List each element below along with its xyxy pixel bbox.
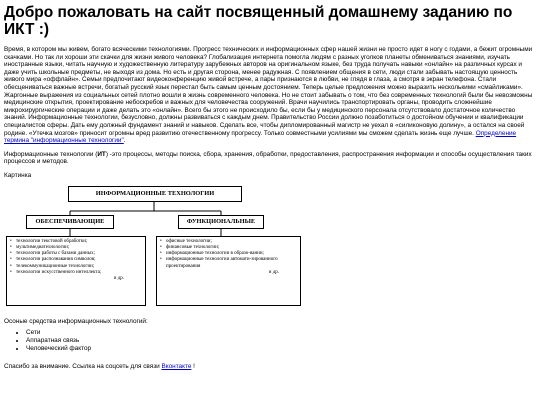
intro-paragraph: Время, в котором мы живем, богато всяческими технологиями. Прогресс технических и информационных сфер нашей жизни не просто идет в ногу с годами, а бежит огромными скачками. Но так ли хороши эти скачки для жизни живого человека? Глобализация интернета помогла людям с разных уголков планеты обмениваться знаниями, изучать иностранные языки, читать научную и художественную литературу зарубежных авторов на оригинальном языке, без труда получать навыки «онлайн» на различных курсах и даже учить школьные предметы, не выходя из дома. Но есть и другая сторона, менее радужная. С появлением общения в сети, люди стали забывать настоящую ценность живого мира «оффлайн». Семьи предпочитают видеоконференцию живой встрече, а пары признаются в любви, не глядя в глаза, а смотря в экран телефона. Стали обесцениваться важные встречи, богатый русский язык перестал быть самым ценным достоянием. Теперь целые предложения можно выразить несколькими «смайликами». Жаргонные выражения из социальных сетей плотно вошли в жизнь современного человека. Но не стоит забывать о том, что без современных технологий были бы невозможны медицинские открытия, проектирование небоскребов и важных для человечества сооружений. Врачи научились транспортировать органы, проводить сложнейшие микрохирургические операции и даже делать это «онлайн». Всего бы этого не происходило бы, если бы у медицинского персонала отсутствовало достаточное количество знаний. Информационные технологии, безусловно, должны развиваться с каждым днем. Правительство России должно позаботиться о достойном обучении и квалификации специалистов сферы. Дать ему должный фундамент знаний и навыков. Сделать все, чтобы дипломированный магистр не уехал в «силиконовую долину», а остался на своей родине. «Утечка мозгов» приносит огромны вред развитию отечественному прогрессу. Только совместными усилиями мы сможем сделать жизнь еще лучше. Определение термина "информационные технологии". <box>4 46 533 145</box>
list-item: • телекоммуникационные технологии; <box>10 264 142 270</box>
picture-label: Картинка <box>4 171 32 179</box>
page-title: Добро пожаловать на сайт посвященный домашнему заданию по ИКТ :) <box>4 4 513 38</box>
vk-link[interactable]: Вконтакте <box>161 363 192 371</box>
footer <box>4 363 536 371</box>
right-list-box <box>156 236 301 306</box>
definition-prefix: Информационные технологии ( <box>4 150 98 158</box>
definition-paragraph <box>4 151 536 166</box>
definition-link[interactable]: Определение термина "информационные технологии" <box>4 129 517 145</box>
right-category-box: ФУНКЦИОНАЛЬНЫЕ <box>178 215 264 229</box>
list-item: • информационные технологии автомати-зированного проектирования <box>160 257 297 270</box>
definition-rest: ) -это процессы, методы поиска, сбора, хранения, обработки, предоставления, распространения информации и способы осуществления таких процессов и методов. <box>4 150 532 166</box>
definition-abbr: ИТ <box>97 150 106 158</box>
list-item: • информационные технологии в образо-вании; <box>160 251 297 257</box>
list-item: • Сети <box>26 329 536 337</box>
list-item: • технологии текстовой обработки; <box>10 239 142 245</box>
it-diagram <box>6 184 302 308</box>
list-item: • Человеческий фактор <box>26 345 536 353</box>
list-item: • Аппаратная связь <box>26 337 536 345</box>
footer-end: ! <box>191 363 195 371</box>
intro-text: Время, в котором мы живем, богато всяческими технологиями. Прогресс технических и информационных сфер нашей жизни не просто идет в ногу с годами, а бежит огромными скачками. Но так ли хороши эти скачки для жизни живого человека? Глобализация интернета помогла людям с разных уголков планеты обмениваться знаниями, изучать иностранные языки, читать научную и художественную литературу зарубежных авторов на оригинальном языке, без труда получать навыки «онлайн» на различных курсах и даже учить школьные предметы, не выходя из дома. Но есть и другая сторона, менее радужная. С появлением общения в сети, люди стали забывать настоящую ценность живого мира «оффлайн». Семьи предпочитают видеоконференцию живой встрече, а пары признаются в любви, не глядя в глаза, а смотря в экран телефона. Стали обесцениваться важные встречи, богатый русский язык перестал быть самым ценным достоянием. Теперь целые предложения можно выразить несколькими «смайликами». Жаргонные выражения из социальных сетей плотно вошли в жизнь современного человека. Но не стоит забывать о том, что без современных технологий были бы невозможны медицинские открытия, проектирование небоскребов и важных для человечества сооружений. Врачи научились транспортировать органы, проводить сложнейшие микрохирургические операции и даже делать это «онлайн». Всего бы этого не происходило бы, если бы у медицинского персонала отсутствовало достаточное количество знаний. Информационные технологии, безусловно, должны развиваться с каждым днем. Правительство России должно позаботиться о достойном обучении и квалификации специалистов сферы. Дать ему должный фундамент знаний и навыков. Сделать все, чтобы дипломированный магистр не уехал в «силиконовую долину», а остался на своей родине. «Утечка мозгов» приносит огромны вред развитию отечественному прогрессу. Только совместными усилиями мы сможем сделать жизнь еще лучше. <box>4 46 533 137</box>
left-category-box: ОБЕСПЕЧИВАЮЩИЕ <box>26 215 114 229</box>
list-item: • технологии искусственного интеллекта; <box>10 270 142 276</box>
right-list-tail: и др. <box>268 269 279 275</box>
list-item: • технологии работы с базами данных; <box>10 251 142 257</box>
left-list-tail: и др. <box>113 276 124 282</box>
list-item: • офисные технологии; <box>160 239 297 245</box>
means-list <box>4 329 536 353</box>
list-item: • финансовые технологии; <box>160 245 297 251</box>
list-item: • мультимедиатехнологии; <box>10 245 142 251</box>
left-list-box <box>6 236 146 306</box>
footer-text: Спасибо за внимание. Ссылка на соцсеть для связи <box>4 363 162 371</box>
diagram-title-box: ИНФОРМАЦИОННЫЕ ТЕХНОЛОГИИ <box>68 186 242 202</box>
list-item: • технологии распознавания символов; <box>10 257 142 263</box>
means-title: Осоные средства информационных технологий: <box>4 317 148 325</box>
